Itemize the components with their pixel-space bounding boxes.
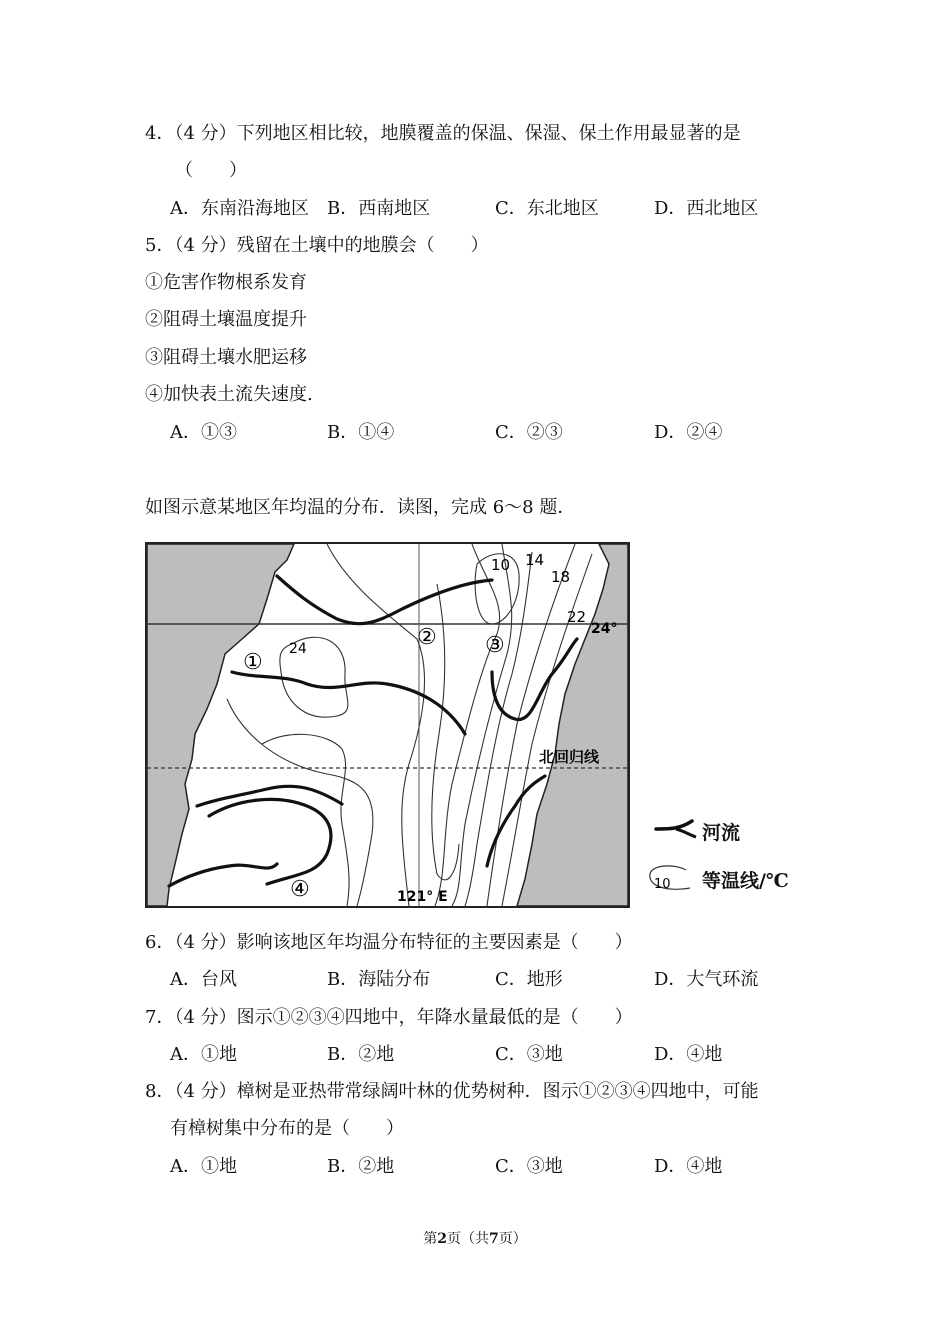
east-sea bbox=[517, 544, 628, 906]
isotherm-east-2 bbox=[452, 544, 512, 906]
q7-option-c[interactable]: C．③地 bbox=[495, 1044, 563, 1065]
q8-stem: 8．（4 分）樟树是亚热带常绿阔叶林的优势树种．图示①②③④四地中，可能 bbox=[145, 1081, 759, 1102]
river-legend-icon bbox=[652, 815, 700, 845]
q5-item-4: ④加快表土流失速度. bbox=[145, 384, 313, 405]
temperature-map bbox=[145, 542, 630, 908]
isotherm-legend-value: 10 bbox=[654, 877, 671, 892]
q5-option-d[interactable]: D．②④ bbox=[654, 422, 723, 443]
river-legend-label: 河流 bbox=[702, 822, 741, 844]
q8-stem-continued: 有樟树集中分布的是（ ） bbox=[170, 1118, 404, 1139]
isotherm-central-1 bbox=[327, 544, 425, 906]
q5-stem: 5．（4 分）残留在土壤中的地膜会（ ） bbox=[145, 235, 489, 256]
q7-option-d[interactable]: D．④地 bbox=[654, 1044, 723, 1065]
q4-stem: 4．（4 分）下列地区相比较，地膜覆盖的保温、保湿、保土作用最显著的是 bbox=[145, 123, 741, 144]
q8-option-c[interactable]: C．③地 bbox=[495, 1156, 563, 1177]
footer-suffix: 页） bbox=[498, 1231, 527, 1247]
footer-mid: 页（共 bbox=[447, 1231, 489, 1247]
map-intro: 如图示意某地区年均温的分布．读图，完成 6～8 题． bbox=[145, 497, 576, 518]
isotherm-label-22: 22 bbox=[567, 608, 587, 626]
q4-option-d[interactable]: D．西北地区 bbox=[654, 198, 759, 219]
isotherm-label-24: 24 bbox=[289, 641, 307, 657]
isotherm-legend-label: 等温线/℃ bbox=[702, 870, 789, 892]
q6-option-d[interactable]: D．大气环流 bbox=[654, 969, 759, 990]
isotherm-label-14: 14 bbox=[525, 551, 545, 569]
q6-option-b[interactable]: B．海陆分布 bbox=[327, 969, 431, 990]
west-sea bbox=[147, 544, 294, 906]
q8-option-d[interactable]: D．④地 bbox=[654, 1156, 723, 1177]
q4-option-b[interactable]: B．西南地区 bbox=[327, 198, 431, 219]
q4-option-c[interactable]: C．东北地区 bbox=[495, 198, 599, 219]
isotherm-legend-icon bbox=[646, 862, 702, 896]
river-south-1 bbox=[197, 786, 342, 806]
river-south-2 bbox=[209, 799, 331, 884]
q7-stem: 7．（4 分）图示①②③④四地中，年降水量最低的是（ ） bbox=[145, 1007, 633, 1028]
place-label-2: ② bbox=[417, 625, 437, 650]
place-label-4: ④ bbox=[290, 877, 310, 902]
isotherm-label-10: 10 bbox=[491, 556, 511, 574]
q7-option-b[interactable]: B．②地 bbox=[327, 1044, 395, 1065]
river-central bbox=[232, 672, 465, 734]
footer-total-pages: 7 bbox=[489, 1231, 499, 1247]
q5-item-2: ②阻碍土壤温度提升 bbox=[145, 309, 307, 330]
map-svg bbox=[147, 544, 628, 906]
tropic-label: 北回归线 bbox=[539, 748, 600, 766]
q5-option-c[interactable]: C．②③ bbox=[495, 422, 563, 443]
q5-item-1: ①危害作物根系发育 bbox=[145, 272, 307, 293]
river-north bbox=[277, 576, 492, 624]
latitude-label: 24° bbox=[591, 621, 618, 637]
place-label-3: ③ bbox=[485, 633, 505, 658]
q6-option-a[interactable]: A．台风 bbox=[170, 969, 237, 990]
q5-option-a[interactable]: A．①③ bbox=[170, 422, 237, 443]
page-footer bbox=[0, 1228, 950, 1248]
isotherm-label-18: 18 bbox=[551, 568, 571, 586]
footer-page-number: 2 bbox=[437, 1231, 447, 1247]
q6-option-c[interactable]: C．地形 bbox=[495, 969, 563, 990]
q6-stem: 6．（4 分）影响该地区年均温分布特征的主要因素是（ ） bbox=[145, 932, 633, 953]
q8-option-a[interactable]: A．①地 bbox=[170, 1156, 237, 1177]
q8-option-b[interactable]: B．②地 bbox=[327, 1156, 395, 1177]
q4-option-a[interactable]: A．东南沿海地区 bbox=[170, 198, 309, 219]
q5-option-b[interactable]: B．①④ bbox=[327, 422, 395, 443]
place-label-1: ① bbox=[243, 650, 263, 675]
q7-option-a[interactable]: A．①地 bbox=[170, 1044, 237, 1065]
q5-item-3: ③阻碍土壤水肥运移 bbox=[145, 347, 307, 368]
q4-answer-paren: （ ） bbox=[175, 160, 247, 181]
footer-prefix: 第 bbox=[423, 1231, 438, 1247]
longitude-label: 121° E bbox=[397, 889, 448, 905]
river-south-3 bbox=[169, 864, 277, 886]
